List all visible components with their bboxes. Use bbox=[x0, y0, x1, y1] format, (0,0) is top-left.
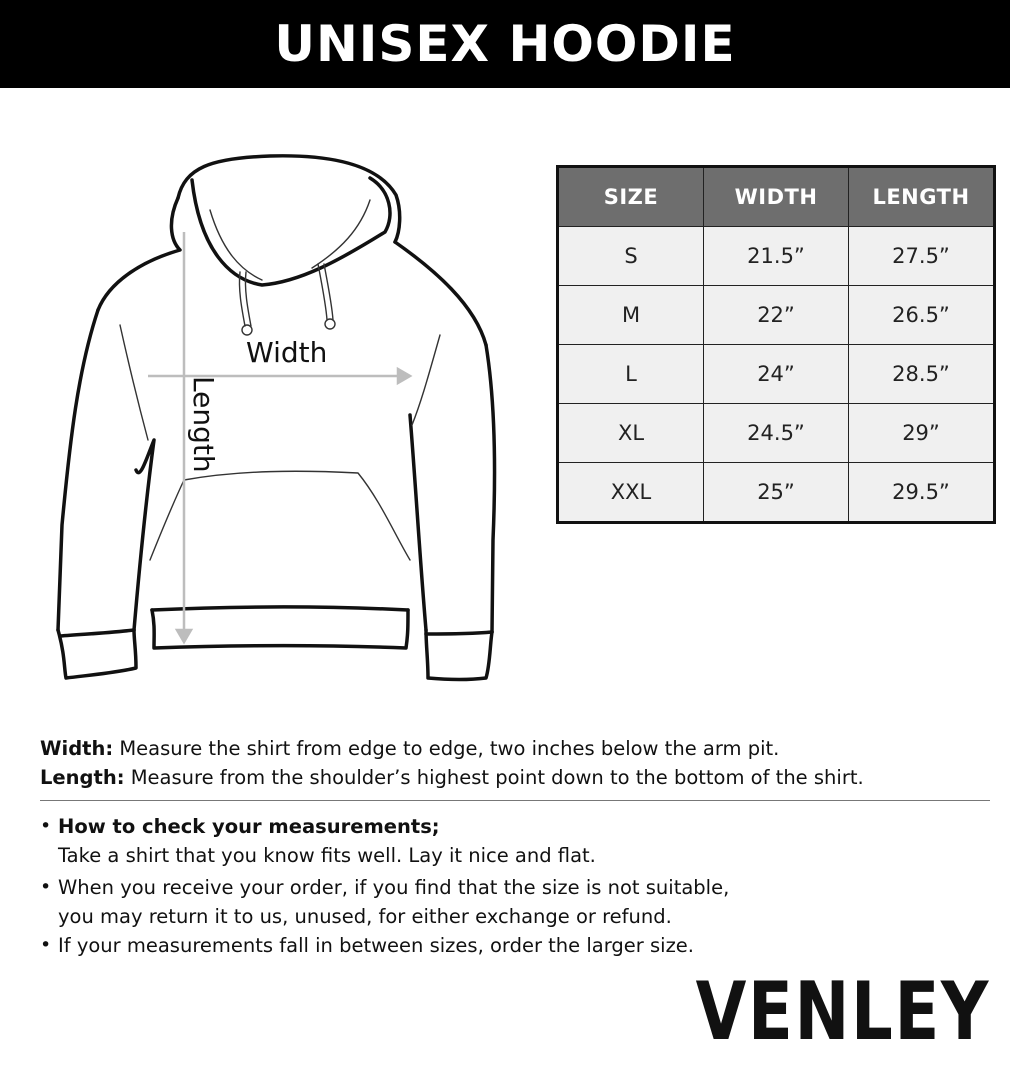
width-label: Width bbox=[246, 336, 328, 369]
measurement-notes bbox=[40, 812, 1000, 960]
cell-length: 26.5” bbox=[849, 286, 995, 345]
length-definition bbox=[40, 763, 1000, 792]
table-header-row bbox=[558, 167, 995, 227]
cell-size: XL bbox=[558, 404, 704, 463]
how-to-check-title: How to check your measurements; bbox=[58, 815, 440, 838]
length-definition-text: Measure from the shoulder’s highest point down to the bottom of the shirt. bbox=[130, 766, 864, 789]
width-definition-text: Measure the shirt from edge to edge, two inches below the arm pit. bbox=[119, 737, 780, 760]
section-divider bbox=[40, 800, 990, 801]
column-header-length: LENGTH bbox=[849, 167, 995, 227]
column-header-width: WIDTH bbox=[704, 167, 849, 227]
size-table bbox=[556, 165, 996, 524]
table-row bbox=[558, 286, 995, 345]
cell-width: 24.5” bbox=[704, 404, 849, 463]
table-row bbox=[558, 345, 995, 404]
return-policy-line-2: you may return it to us, unused, for either exchange or refund. bbox=[58, 905, 672, 928]
bullet-icon: • bbox=[40, 934, 52, 956]
hoodie-illustration bbox=[50, 140, 510, 690]
table-row bbox=[558, 404, 995, 463]
cell-size: M bbox=[558, 286, 704, 345]
length-definition-label: Length: bbox=[40, 766, 125, 789]
cell-width: 22” bbox=[704, 286, 849, 345]
return-policy-line-1: When you receive your order, if you find that the size is not suitable, bbox=[58, 876, 730, 899]
cell-size: XXL bbox=[558, 463, 704, 523]
table-row bbox=[558, 227, 995, 286]
between-sizes-note: If your measurements fall in between sizes, order the larger size. bbox=[58, 934, 695, 957]
list-item bbox=[40, 812, 1000, 870]
cell-width: 21.5” bbox=[704, 227, 849, 286]
list-item bbox=[40, 931, 1000, 960]
how-to-check-text: Take a shirt that you know fits well. Lay it nice and flat. bbox=[58, 844, 596, 867]
cell-length: 27.5” bbox=[849, 227, 995, 286]
brand-logo: VENLEY bbox=[695, 965, 990, 1058]
cell-length: 29.5” bbox=[849, 463, 995, 523]
page-title: UNISEX HOODIE bbox=[274, 15, 736, 73]
hoodie-icon bbox=[50, 140, 510, 690]
length-label: Length bbox=[187, 376, 220, 473]
bullet-icon: • bbox=[40, 876, 52, 898]
column-header-size: SIZE bbox=[558, 167, 704, 227]
cell-length: 29” bbox=[849, 404, 995, 463]
header-bar bbox=[0, 0, 1010, 88]
cell-size: L bbox=[558, 345, 704, 404]
measurement-definitions bbox=[40, 734, 1000, 792]
list-item bbox=[40, 873, 1000, 931]
cell-length: 28.5” bbox=[849, 345, 995, 404]
cell-width: 24” bbox=[704, 345, 849, 404]
width-definition bbox=[40, 734, 1000, 763]
cell-size: S bbox=[558, 227, 704, 286]
cell-width: 25” bbox=[704, 463, 849, 523]
bullet-icon: • bbox=[40, 815, 52, 837]
width-definition-label: Width: bbox=[40, 737, 114, 760]
table-row bbox=[558, 463, 995, 523]
